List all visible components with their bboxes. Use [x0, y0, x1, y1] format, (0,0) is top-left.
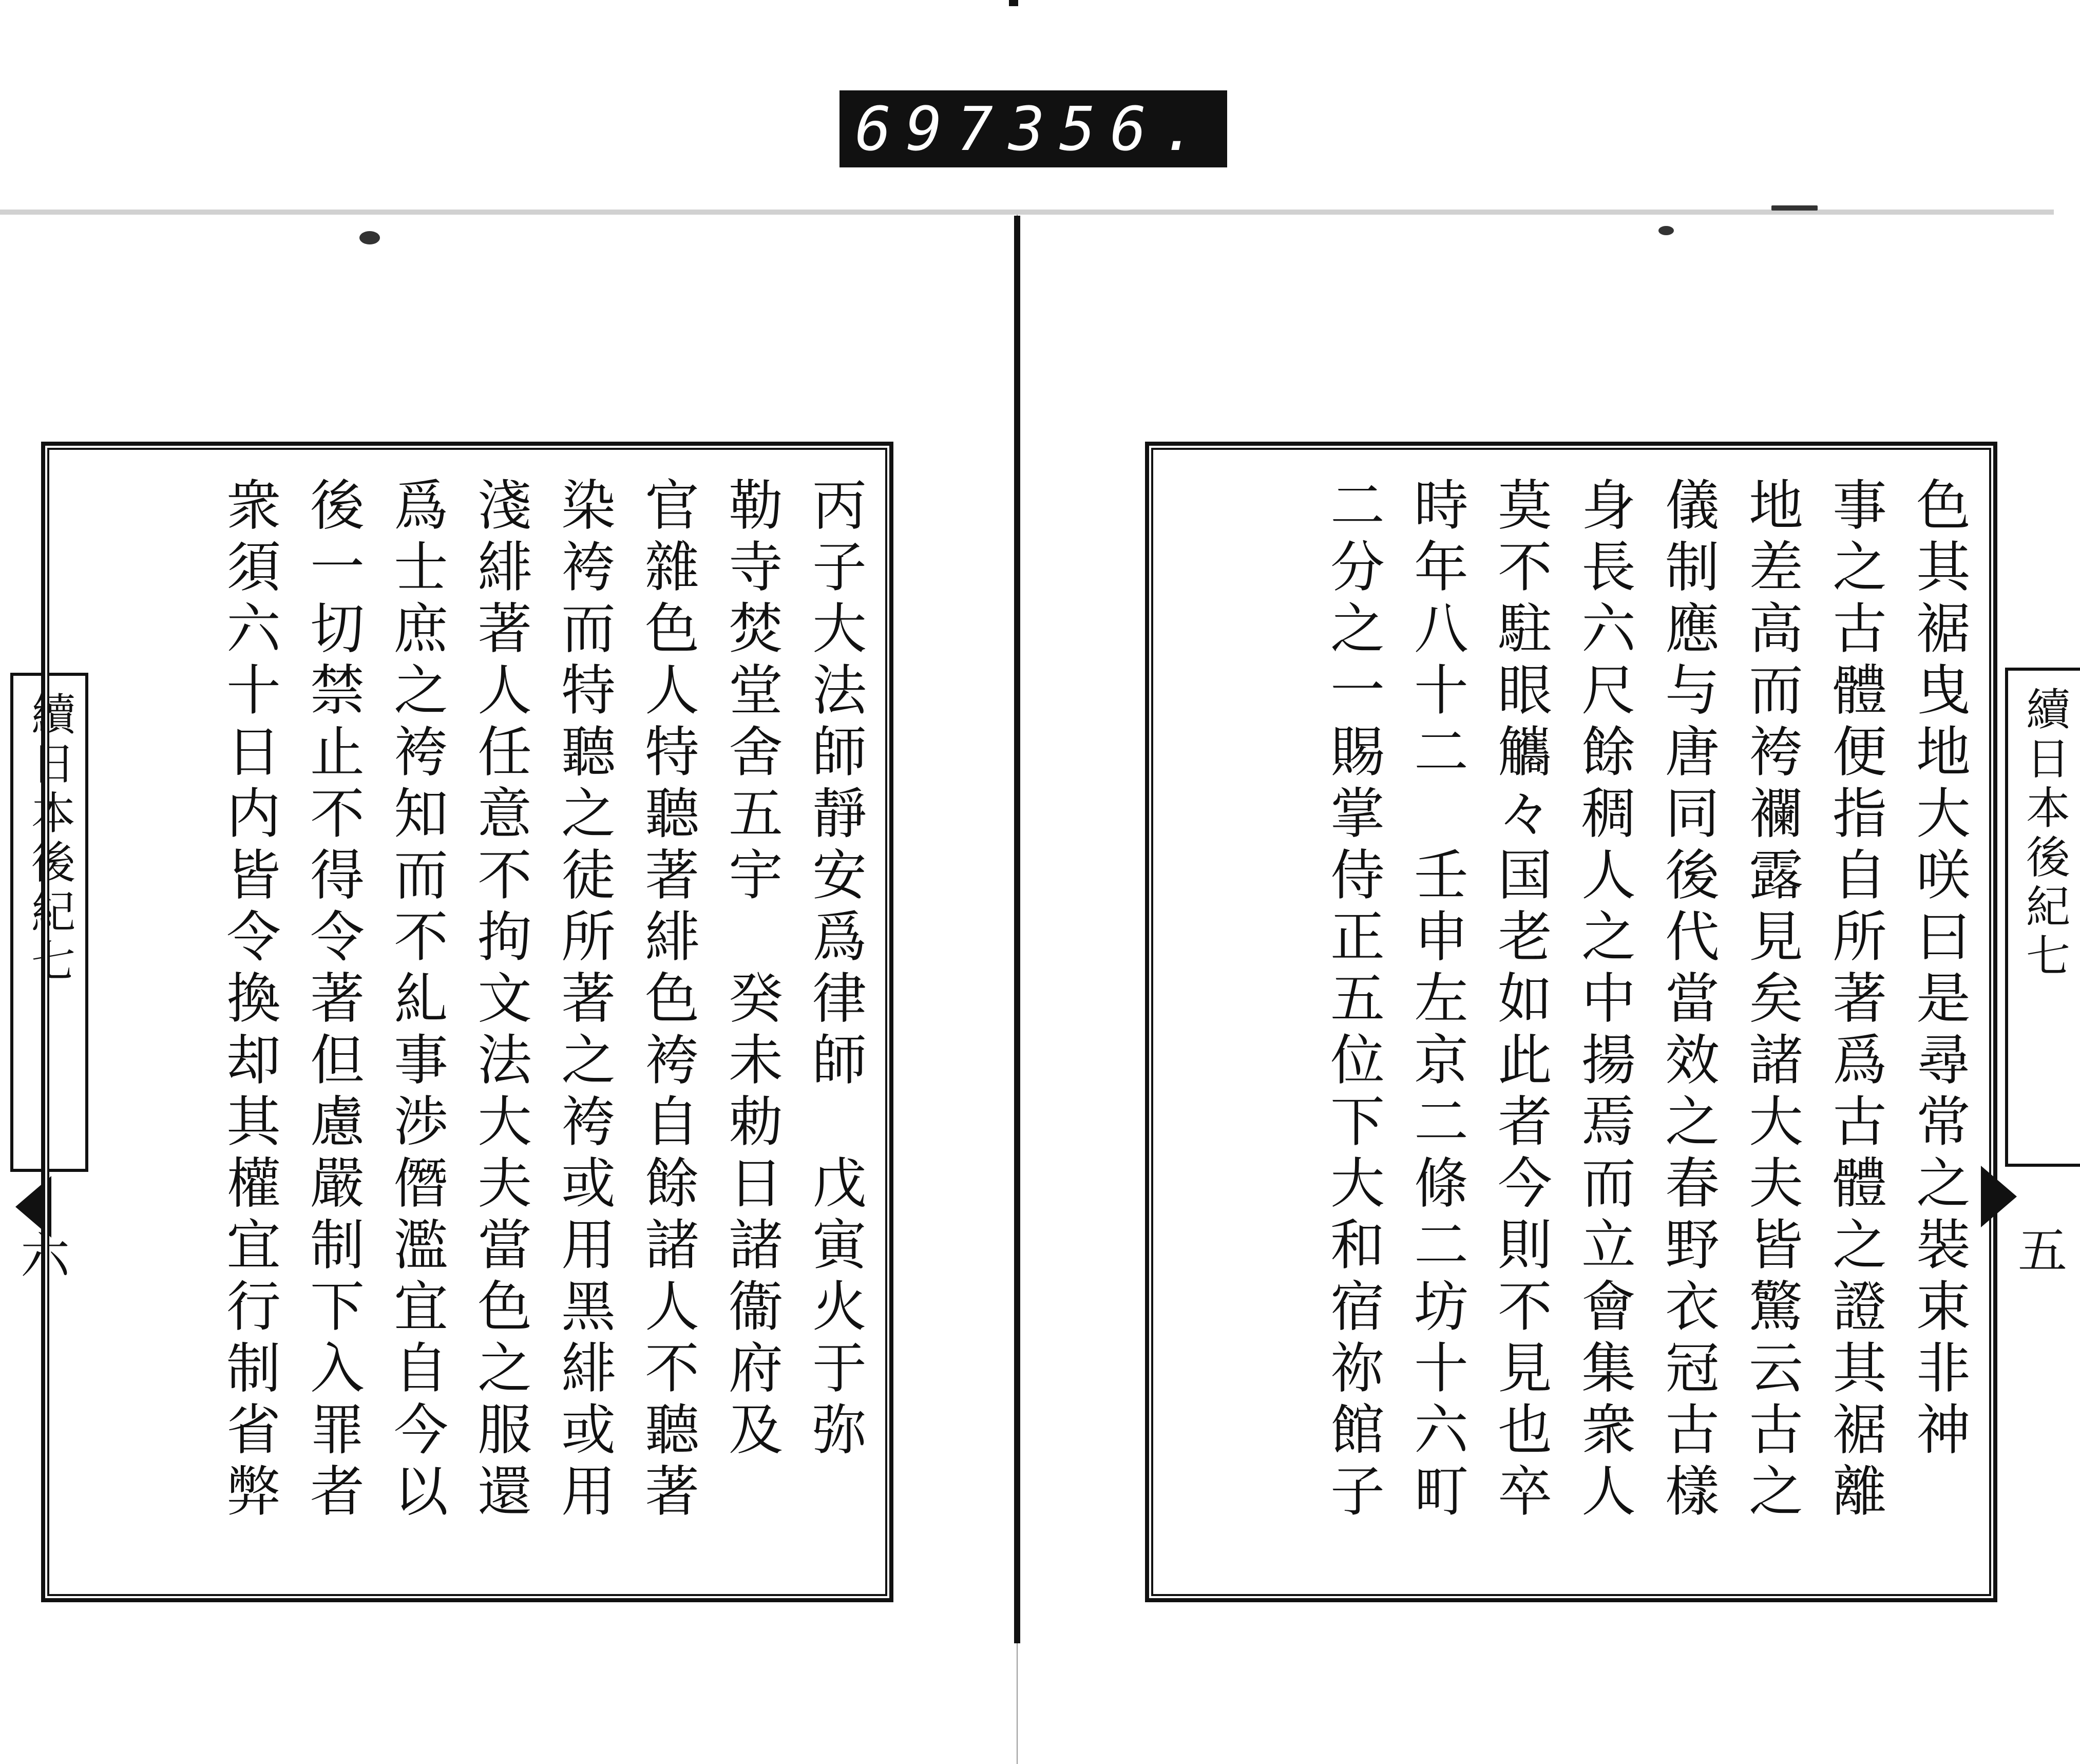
text-column: 後一切禁止不得令著但慮嚴制下入罪者 [301, 477, 365, 1524]
top-edge-mark [1009, 0, 1018, 6]
text-column: 丙子大法師靜安爲律師 戊寅火于弥 [804, 477, 867, 1463]
stamp-right-number: 356. [1008, 93, 1212, 164]
text-column: 爲士庶之袴知而不糺事渉僭濫宜自今以 [385, 477, 448, 1524]
text-column: 二分之一賜掌侍正五位下大和宿祢館子 [1322, 477, 1385, 1524]
ink-speck [1771, 205, 1818, 211]
text-column: 身長六尺餘稠人之中揚焉而立會集衆人 [1573, 477, 1636, 1524]
ink-speck [1658, 226, 1674, 235]
text-column: 事之古體便指自所著爲古體之證其裾離 [1824, 477, 1887, 1524]
text-column: 地差高而袴襴露見矣諸大夫皆驚云古之 [1740, 477, 1803, 1524]
right-text-frame [1145, 442, 1997, 1602]
right-fish-tail-mark [1981, 1166, 2017, 1227]
catalog-stamp [839, 90, 1227, 167]
right-margin-label: 續日本後紀七 [2005, 668, 2080, 1167]
text-column: 時年八十二 壬申左京二條二坊十六町 [1405, 477, 1468, 1524]
text-column: 染袴而特聽之徒所著之袴或用黑緋或用 [552, 477, 616, 1524]
text-column: 莫不駐眼觿々国老如此者今則不見也卒 [1489, 477, 1552, 1524]
ink-speck [359, 231, 380, 244]
text-column: 官雜色人特聽著緋色袴自餘諸人不聽著 [636, 477, 699, 1524]
right-page-number: 五 [2018, 1222, 2067, 1280]
left-margin-label: 續日本後紀七 [10, 673, 88, 1172]
paper-top-edge [0, 210, 2054, 215]
left-page-number: 六 [21, 1227, 70, 1285]
left-text-frame [41, 442, 893, 1602]
text-column: 色其裾曳地大咲曰是尋常之裝束非神 [1907, 477, 1971, 1463]
book-gutter [1014, 216, 1020, 1643]
text-column: 淺緋著人任意不拘文法大夫當色之服還 [469, 477, 532, 1524]
text-column: 儀制應与唐同後代當效之春野衣冠古樣 [1656, 477, 1720, 1524]
stamp-left-number: 697 [855, 93, 1008, 164]
text-column: 衆須六十日内皆令換却其權宜行制省弊 [218, 477, 281, 1524]
text-column: 勒寺焚堂舍五宇 癸未勅日諸衞府及 [720, 477, 783, 1463]
